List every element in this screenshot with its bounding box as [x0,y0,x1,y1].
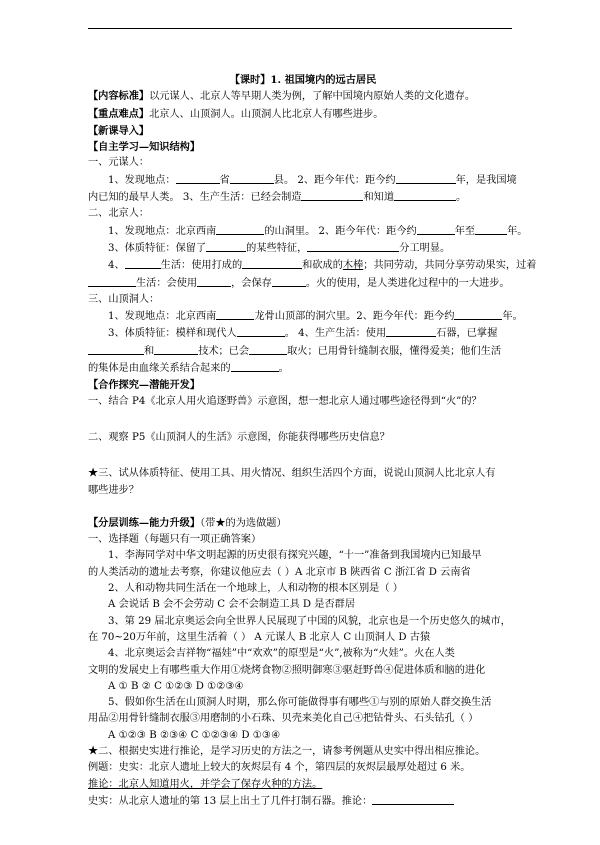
blank-stone-type[interactable] [386,325,436,337]
coop-question-1: 一、结合 P4《北京人用火追逐野兽》示意图，想一想北京人通过哪些途径得到“火”的？ [88,395,482,407]
answer-space [88,410,518,430]
text: 。 [456,192,467,204]
header-rule [88,28,512,29]
choice-q1-cont: 的人类活动的遗址去考察，你建议他应去（ ）A 北京市 B 陕西省 C 浙江省 D 云南省 [88,566,471,578]
blank-years-from[interactable] [417,223,455,235]
blank-skill-2[interactable] [154,343,198,355]
choice-q1: 1、李海同学对中华文明起源的历史很有探究兴趣，“十一”准备到我国境内已知最早 [108,550,482,562]
blank-years[interactable] [454,308,502,320]
text: 和砍成的 [302,260,343,272]
beijing-line-3 [88,257,537,274]
blank-province[interactable] [176,172,220,184]
blank-location[interactable] [216,223,264,235]
text: 3、体质特征：模样和现代人 [108,328,237,340]
shanding-line-2 [88,325,518,342]
blank-trait[interactable] [206,240,246,252]
coop-question-3-cont: 哪些进步？ [88,484,139,496]
shanding-line-4 [88,360,518,377]
choice-q5-options: A ①②③ B ②③④ C ①②③④ D ①③④ [108,729,281,741]
blank-know[interactable] [394,189,456,201]
beijing-line-1 [88,223,528,240]
blank-years[interactable] [396,172,456,184]
answer-space [88,446,518,466]
choice-q4-options: A ① B ② C ①②③ D ①②③④ [108,680,244,692]
blank-county[interactable] [230,172,274,184]
page-title: 【课时】1. 祖国境内的远古居民 [229,74,377,86]
text: 。 [278,363,289,375]
blank-fire[interactable] [249,343,287,355]
text: 1、发现地点： [108,174,176,186]
beijing-heading: 二、北京人： [88,208,150,220]
choice-q3: 3、第 29 届北京奥运会向全世界人民展现了中国的风貌，北京也是一个历史悠久的城市， [108,615,511,627]
blank-group[interactable] [231,360,279,372]
blank-life-type[interactable] [125,257,161,269]
text: 的某些特征， [246,242,308,254]
text: 生活：使用打成的 [160,260,243,272]
text: 1、发现地点：北京西南 [108,311,217,323]
yuanmou-line-1 [88,172,518,189]
text: 4、 [108,260,125,272]
blank-tools[interactable] [242,257,302,269]
choice-q5-cont: 用品②用骨针缝制衣服③用磨制的小石珠、贝壳来美化自己④把钻骨头、石头钻孔（ ） [88,713,479,725]
beijing-line-4 [88,275,518,292]
yuanmou-heading: 一、元谋人： [88,157,150,169]
text: 。火的使用，是人类进化过程中的一大进步。 [305,277,510,289]
text: 年。 [507,225,528,237]
blank-keep[interactable] [272,275,306,287]
text: 3、体质特征：保留了 [108,242,207,254]
coop-question-2: 二、观察 P5《山顶洞人的生活》示意图，你能获得哪些历史信息？ [88,431,390,443]
content-standard [88,88,518,105]
text: 石器，已掌握 [436,328,498,340]
text: 年。 [502,311,523,323]
standard-text: 以元谋人、北京人等早期人类为例，了解中国境内原始人类的文化遗存。 [149,91,476,103]
self-study-label: 【自主学习—知识结构】 [88,141,201,154]
layered-note: （带★的为选做题） [200,517,287,529]
inference-heading: ★二、根据史实进行推论，是学习历史的方法之一，请参考例题从史实中得出相应推论。 [88,745,486,757]
text: 和知道 [363,192,395,204]
blank-similarity[interactable] [237,325,285,337]
text: 年，是我国境 [455,174,517,186]
layered-heading [88,515,518,532]
blank-inference[interactable] [372,793,454,805]
standard-label: 【内容标准】 [88,90,150,103]
text: 生活：会使用 [136,277,198,289]
layered-label: 【分层训练—能力升级】 [88,516,201,529]
text: ，会保存 [231,277,272,289]
key-label: 【重点难点】 [88,107,150,120]
shanding-line-3 [88,343,518,360]
text: 的集体是由血缘关系结合起来的 [88,363,231,375]
choice-q4-cont: 文明的发展史上有哪些重大作用①烧烤食物②照明御寒③驱赶野兽④促进体质和脑的进化 [88,664,486,676]
text: 。 4、生产生活：使用 [284,328,387,340]
choice-q3-cont: 在 70~20万年前，这里生活着（ ） A 元谋人 B 北京人 C 山顶洞人 D 古猿 [88,631,431,643]
text: ；共同劳动，共同分享劳动果实，过着 [363,260,537,272]
blank-make[interactable] [301,189,363,201]
text: 省 [219,174,230,186]
shanding-heading: 三、山顶洞人： [88,293,160,305]
example-fact: 例题：史实：北京人遗址上较大的灰烬层有 4 个，第四层的灰烬层最厚处超过 6 米。 [88,762,471,774]
choice-q2: 2、人和动物共同生活在一个地球上，人和动物的根本区别是（ ） [108,583,403,595]
beijing-line-2 [88,240,518,257]
shanding-line-1 [88,308,523,325]
choice-q5: 5、假如你生活在山顶洞人时期，那么你可能做得事有哪些①与别的原始人群交换生活 [108,697,492,709]
text: 和 [144,345,155,357]
intro-label: 【新课导入】 [88,124,150,137]
text: 1、发现地点：北京西南 [108,225,217,237]
blank-life-type-2[interactable] [88,275,136,287]
text: 的山洞里。 2、距今年代：距今约 [264,225,417,237]
blank-use[interactable] [197,275,231,287]
blank-skill-1[interactable] [88,343,144,355]
choice-q4: 4、北京奥运会吉祥物“福娃”中“欢欢”的原型是“火”,被称为“火娃”。火在人类 [108,648,455,660]
text: 分工明显。 [399,242,451,254]
text: 木棒 [342,260,364,272]
text: 取火；已用骨针缝制衣服，懂得爱美；他们生活 [287,345,502,357]
text: 龙骨山顶部的洞穴里。2、距今年代：距今约 [254,311,455,323]
key-text: 北京人、山顶洞人。山顶洞人比北京人有哪些进步。 [149,108,384,120]
coop-label: 【合作探究—潜能开发】 [88,379,201,392]
blank-years-to[interactable] [475,223,507,235]
fact-line [88,793,518,810]
blank-division[interactable] [307,240,399,252]
choice-q2-options: A 会说话 B 会不会劳动 C 会不会制造工具 D 是否群居 [108,599,356,611]
text: 技术；已会 [198,345,250,357]
blank-location[interactable] [216,308,254,320]
key-points [88,106,518,123]
worksheet [88,72,537,810]
example-inference: 推论：北京人知道用火，并学会了保存火种的方法。 [88,778,323,790]
text: 年至 [454,225,476,237]
coop-question-3: ★三、试从体质特征、使用工具、用火情况、组织生活四个方面，说说山顶洞人比北京人有 [88,468,496,480]
text: 县。 2、距今年代：距今约 [273,174,396,186]
yuanmou-line-2 [88,189,518,206]
text: 内已知的最早人类。 3、生产生活：已经会制造 [88,192,302,204]
choice-heading: 一、选择题（每题只有一项正确答案） [88,534,262,546]
answer-space [88,499,518,515]
fact-text: 史实：从北京人遗址的第 13 层上出土了几件打制石器。推论： [88,795,373,807]
